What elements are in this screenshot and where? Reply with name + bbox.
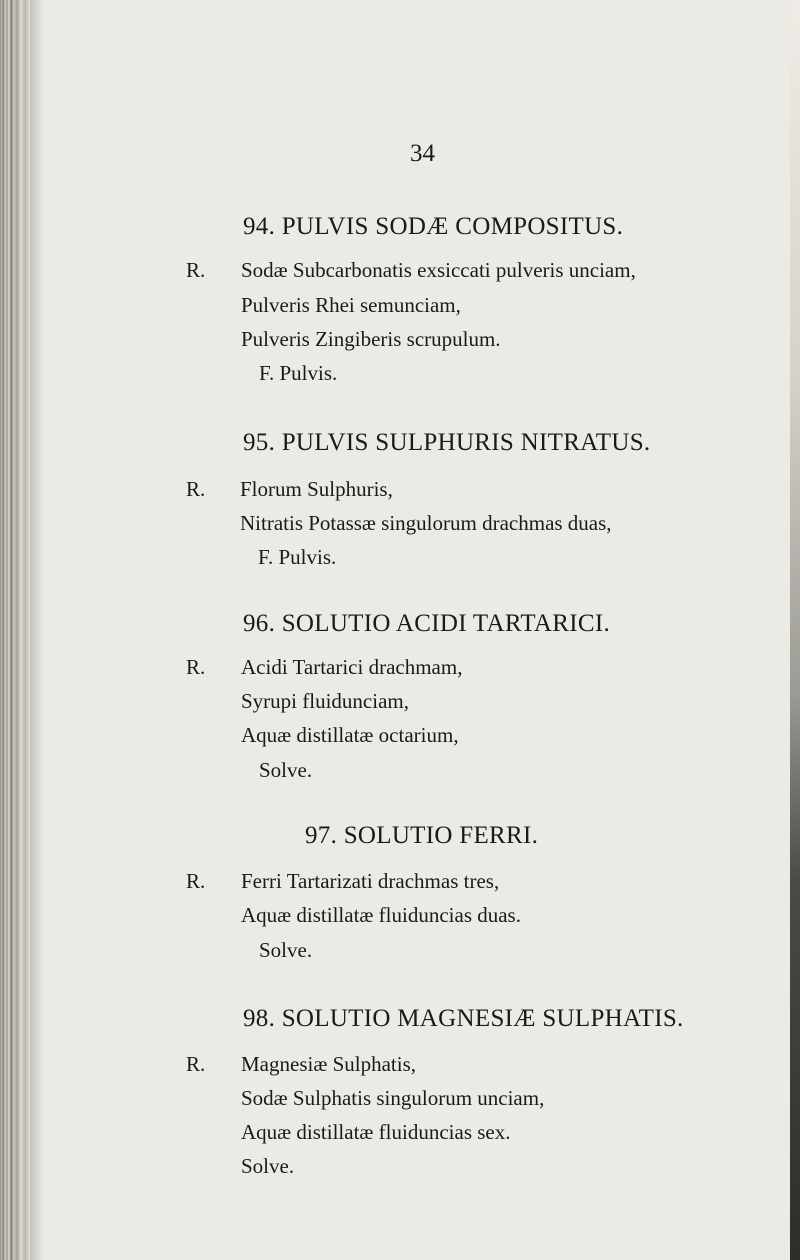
ingredient-line: Sodæ Sulphatis singulorum unciam, [241, 1086, 545, 1110]
recipe-symbol: R. [186, 258, 206, 282]
recipe-heading: 94. PULVIS SODÆ COMPOSITUS. [243, 213, 624, 240]
instruction-line: Solve. [259, 758, 313, 782]
ingredient-line: Nitratis Potassæ singulorum drachmas duas, [240, 511, 612, 535]
ingredient-line: Florum Sulphuris, [240, 477, 393, 501]
gutter-shadow [30, 0, 44, 1260]
page-edge [790, 0, 800, 1260]
instruction-line: F. Pulvis. [258, 545, 337, 569]
ingredient-line: Pulveris Zingiberis scrupulum. [241, 327, 501, 351]
ingredient-line: Ferri Tartarizati drachmas tres, [241, 869, 500, 893]
recipe-symbol: R. [186, 477, 206, 501]
ingredient-line: Acidi Tartarici drachmam, [241, 655, 463, 679]
recipe-symbol: R. [186, 1052, 206, 1076]
recipe-symbol: R. [186, 655, 206, 679]
recipe-heading: 95. PULVIS SULPHURIS NITRATUS. [243, 429, 651, 456]
ingredient-line: Sodæ Subcarbonatis exsiccati pulveris unciam, [241, 258, 636, 282]
ingredient-line: Magnesiæ Sulphatis, [241, 1052, 417, 1076]
ingredient-line: Pulveris Rhei semunciam, [241, 293, 461, 317]
ingredient-line: Syrupi fluidunciam, [241, 689, 409, 713]
binding-gutter [0, 0, 30, 1260]
instruction-line: F. Pulvis. [259, 361, 338, 385]
instruction-line: Solve. [259, 938, 313, 962]
page-number: 34 [410, 140, 435, 167]
recipe-symbol: R. [186, 869, 206, 893]
recipe-heading: 97. SOLUTIO FERRI. [305, 822, 539, 849]
ingredient-line: Aquæ distillatæ fluiduncias duas. [241, 903, 521, 927]
recipe-heading: 96. SOLUTIO ACIDI TARTARICI. [243, 610, 611, 637]
instruction-line: Solve. [241, 1154, 295, 1178]
recipe-heading: 98. SOLUTIO MAGNESIÆ SULPHATIS. [243, 1005, 684, 1032]
ingredient-line: Aquæ distillatæ fluiduncias sex. [241, 1120, 511, 1144]
ingredient-line: Aquæ distillatæ octarium, [241, 723, 459, 747]
